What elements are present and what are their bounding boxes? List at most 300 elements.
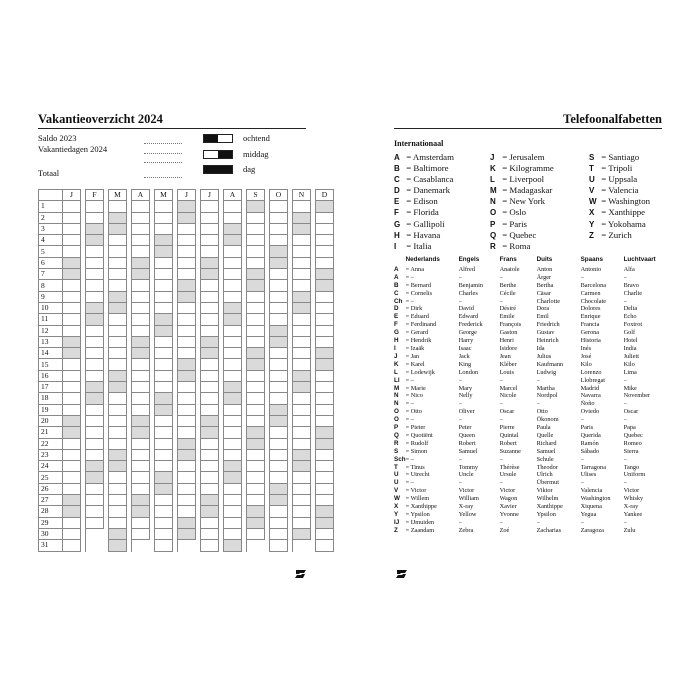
day-cell[interactable]	[293, 427, 311, 438]
day-cell[interactable]	[270, 382, 288, 393]
day-cell[interactable]	[63, 517, 81, 528]
day-cell[interactable]	[201, 359, 219, 370]
day-cell[interactable]	[132, 235, 150, 246]
day-cell[interactable]	[270, 280, 288, 291]
day-cell[interactable]	[293, 314, 311, 325]
day-cell[interactable]	[316, 235, 334, 246]
day-cell[interactable]	[155, 291, 173, 302]
day-cell[interactable]	[293, 223, 311, 234]
day-cell[interactable]	[178, 336, 196, 347]
day-cell[interactable]	[178, 472, 196, 483]
day-cell[interactable]	[201, 472, 219, 483]
day-cell[interactable]	[109, 212, 127, 223]
day-cell[interactable]	[109, 348, 127, 359]
day-cell[interactable]	[155, 280, 173, 291]
day-cell[interactable]	[63, 359, 81, 370]
day-cell[interactable]	[247, 212, 265, 223]
day-cell[interactable]	[132, 528, 150, 539]
day-cell[interactable]	[224, 314, 242, 325]
day-cell[interactable]	[270, 415, 288, 426]
day-cell[interactable]	[109, 269, 127, 280]
day-cell[interactable]	[155, 449, 173, 460]
day-cell[interactable]	[270, 359, 288, 370]
day-cell[interactable]	[63, 472, 81, 483]
day-cell[interactable]	[224, 235, 242, 246]
day-cell[interactable]	[247, 449, 265, 460]
day-cell[interactable]	[178, 438, 196, 449]
day-cell[interactable]	[201, 415, 219, 426]
day-cell[interactable]	[178, 201, 196, 212]
day-cell[interactable]	[247, 302, 265, 313]
day-cell[interactable]	[293, 280, 311, 291]
day-cell[interactable]	[109, 404, 127, 415]
day-cell[interactable]	[178, 246, 196, 257]
day-cell[interactable]	[293, 269, 311, 280]
day-cell[interactable]	[178, 449, 196, 460]
day-cell[interactable]	[132, 393, 150, 404]
day-cell[interactable]	[132, 449, 150, 460]
day-cell[interactable]	[63, 336, 81, 347]
day-cell[interactable]	[86, 517, 104, 528]
day-cell[interactable]	[86, 235, 104, 246]
day-cell[interactable]	[86, 212, 104, 223]
day-cell[interactable]	[109, 438, 127, 449]
day-cell[interactable]	[132, 472, 150, 483]
day-cell[interactable]	[201, 506, 219, 517]
day-cell[interactable]	[109, 223, 127, 234]
day-cell[interactable]	[224, 472, 242, 483]
day-cell[interactable]	[109, 201, 127, 212]
day-cell[interactable]	[316, 393, 334, 404]
day-cell[interactable]	[86, 269, 104, 280]
day-cell[interactable]	[63, 223, 81, 234]
day-cell[interactable]	[270, 201, 288, 212]
day-cell[interactable]	[178, 359, 196, 370]
day-cell[interactable]	[270, 461, 288, 472]
day-cell[interactable]	[132, 461, 150, 472]
day-cell[interactable]	[155, 370, 173, 381]
day-cell[interactable]	[316, 370, 334, 381]
day-cell[interactable]	[63, 269, 81, 280]
day-cell[interactable]	[63, 280, 81, 291]
day-cell[interactable]	[247, 506, 265, 517]
day-cell[interactable]	[109, 235, 127, 246]
day-cell[interactable]	[155, 528, 173, 539]
day-cell[interactable]	[86, 325, 104, 336]
day-cell[interactable]	[201, 449, 219, 460]
day-cell[interactable]	[270, 325, 288, 336]
day-cell[interactable]	[247, 393, 265, 404]
day-cell[interactable]	[316, 302, 334, 313]
day-cell[interactable]	[316, 438, 334, 449]
day-cell[interactable]	[178, 280, 196, 291]
day-cell[interactable]	[155, 359, 173, 370]
day-cell[interactable]	[224, 449, 242, 460]
day-cell[interactable]	[316, 495, 334, 506]
day-cell[interactable]	[155, 393, 173, 404]
day-cell[interactable]	[316, 483, 334, 494]
day-cell[interactable]	[316, 472, 334, 483]
day-cell[interactable]	[178, 393, 196, 404]
day-cell[interactable]	[247, 359, 265, 370]
day-cell[interactable]	[132, 427, 150, 438]
day-cell[interactable]	[293, 415, 311, 426]
day-cell[interactable]	[201, 393, 219, 404]
day-cell[interactable]	[316, 540, 334, 551]
day-cell[interactable]	[247, 461, 265, 472]
day-cell[interactable]	[247, 269, 265, 280]
day-cell[interactable]	[155, 336, 173, 347]
day-cell[interactable]	[224, 325, 242, 336]
day-cell[interactable]	[63, 427, 81, 438]
day-cell[interactable]	[293, 461, 311, 472]
day-cell[interactable]	[201, 269, 219, 280]
day-cell[interactable]	[86, 201, 104, 212]
day-cell[interactable]	[132, 291, 150, 302]
day-cell[interactable]	[132, 382, 150, 393]
day-cell[interactable]	[86, 291, 104, 302]
day-cell[interactable]	[132, 314, 150, 325]
day-cell[interactable]	[224, 393, 242, 404]
day-cell[interactable]	[63, 201, 81, 212]
day-cell[interactable]	[63, 291, 81, 302]
day-cell[interactable]	[178, 257, 196, 268]
day-cell[interactable]	[155, 461, 173, 472]
day-cell[interactable]	[109, 415, 127, 426]
day-cell[interactable]	[224, 223, 242, 234]
day-cell[interactable]	[293, 302, 311, 313]
day-cell[interactable]	[86, 348, 104, 359]
day-cell[interactable]	[270, 495, 288, 506]
day-cell[interactable]	[247, 404, 265, 415]
day-cell[interactable]	[224, 461, 242, 472]
day-cell[interactable]	[293, 212, 311, 223]
day-cell[interactable]	[270, 348, 288, 359]
day-cell[interactable]	[293, 336, 311, 347]
day-cell[interactable]	[86, 393, 104, 404]
day-cell[interactable]	[109, 472, 127, 483]
day-cell[interactable]	[155, 483, 173, 494]
day-cell[interactable]	[201, 461, 219, 472]
day-cell[interactable]	[201, 348, 219, 359]
day-cell[interactable]	[109, 382, 127, 393]
day-cell[interactable]	[293, 325, 311, 336]
day-cell[interactable]	[178, 235, 196, 246]
day-cell[interactable]	[132, 506, 150, 517]
day-cell[interactable]	[316, 336, 334, 347]
day-cell[interactable]	[201, 495, 219, 506]
day-cell[interactable]	[293, 291, 311, 302]
day-cell[interactable]	[109, 291, 127, 302]
day-cell[interactable]	[316, 257, 334, 268]
day-cell[interactable]	[247, 280, 265, 291]
day-cell[interactable]	[109, 336, 127, 347]
day-cell[interactable]	[201, 483, 219, 494]
day-cell[interactable]	[293, 495, 311, 506]
day-cell[interactable]	[155, 540, 173, 551]
day-cell[interactable]	[270, 235, 288, 246]
day-cell[interactable]	[63, 393, 81, 404]
day-cell[interactable]	[178, 291, 196, 302]
day-cell[interactable]	[86, 257, 104, 268]
day-cell[interactable]	[270, 449, 288, 460]
day-cell[interactable]	[270, 540, 288, 551]
day-cell[interactable]	[86, 415, 104, 426]
day-cell[interactable]	[63, 348, 81, 359]
day-cell[interactable]	[63, 382, 81, 393]
day-cell[interactable]	[224, 415, 242, 426]
day-cell[interactable]	[224, 302, 242, 313]
day-cell[interactable]	[178, 404, 196, 415]
day-cell[interactable]	[178, 506, 196, 517]
day-cell[interactable]	[86, 404, 104, 415]
day-cell[interactable]	[63, 483, 81, 494]
day-cell[interactable]	[247, 291, 265, 302]
day-cell[interactable]	[132, 336, 150, 347]
day-cell[interactable]	[86, 427, 104, 438]
day-cell[interactable]	[293, 506, 311, 517]
day-cell[interactable]	[224, 291, 242, 302]
day-cell[interactable]	[224, 348, 242, 359]
day-cell[interactable]	[224, 269, 242, 280]
day-cell[interactable]	[109, 495, 127, 506]
day-cell[interactable]	[201, 246, 219, 257]
day-cell[interactable]	[293, 449, 311, 460]
day-cell[interactable]	[201, 314, 219, 325]
day-cell[interactable]	[109, 280, 127, 291]
day-cell[interactable]	[293, 257, 311, 268]
day-cell[interactable]	[201, 517, 219, 528]
day-cell[interactable]	[178, 415, 196, 426]
day-cell[interactable]	[316, 382, 334, 393]
day-cell[interactable]	[109, 506, 127, 517]
day-cell[interactable]	[224, 517, 242, 528]
day-cell[interactable]	[224, 359, 242, 370]
day-cell[interactable]	[247, 201, 265, 212]
day-cell[interactable]	[155, 325, 173, 336]
day-cell[interactable]	[224, 370, 242, 381]
day-cell[interactable]	[201, 427, 219, 438]
day-cell[interactable]	[293, 348, 311, 359]
day-cell[interactable]	[224, 246, 242, 257]
day-cell[interactable]	[270, 427, 288, 438]
day-cell[interactable]	[132, 483, 150, 494]
day-cell[interactable]	[155, 302, 173, 313]
day-cell[interactable]	[86, 246, 104, 257]
day-cell[interactable]	[86, 506, 104, 517]
day-cell[interactable]	[316, 325, 334, 336]
day-cell[interactable]	[63, 495, 81, 506]
day-cell[interactable]	[224, 404, 242, 415]
day-cell[interactable]	[109, 370, 127, 381]
day-cell[interactable]	[132, 302, 150, 313]
day-cell[interactable]	[178, 223, 196, 234]
day-cell[interactable]	[86, 472, 104, 483]
day-cell[interactable]	[270, 506, 288, 517]
day-cell[interactable]	[132, 269, 150, 280]
day-cell[interactable]	[86, 280, 104, 291]
day-cell[interactable]	[247, 438, 265, 449]
day-cell[interactable]	[224, 257, 242, 268]
day-cell[interactable]	[247, 472, 265, 483]
day-cell[interactable]	[316, 449, 334, 460]
day-cell[interactable]	[63, 449, 81, 460]
day-cell[interactable]	[316, 201, 334, 212]
day-cell[interactable]	[155, 348, 173, 359]
day-cell[interactable]	[247, 257, 265, 268]
day-cell[interactable]	[86, 382, 104, 393]
day-cell[interactable]	[109, 449, 127, 460]
day-cell[interactable]	[155, 235, 173, 246]
day-cell[interactable]	[247, 517, 265, 528]
day-cell[interactable]	[201, 382, 219, 393]
day-cell[interactable]	[224, 540, 242, 551]
day-cell[interactable]	[132, 404, 150, 415]
day-cell[interactable]	[63, 257, 81, 268]
day-cell[interactable]	[224, 506, 242, 517]
day-cell[interactable]	[86, 359, 104, 370]
day-cell[interactable]	[63, 404, 81, 415]
day-cell[interactable]	[224, 201, 242, 212]
day-cell[interactable]	[316, 348, 334, 359]
day-cell[interactable]	[155, 382, 173, 393]
day-cell[interactable]	[132, 517, 150, 528]
day-cell[interactable]	[270, 314, 288, 325]
day-cell[interactable]	[63, 370, 81, 381]
day-cell[interactable]	[247, 336, 265, 347]
day-cell[interactable]	[155, 223, 173, 234]
day-cell[interactable]	[224, 212, 242, 223]
day-cell[interactable]	[316, 528, 334, 539]
day-cell[interactable]	[63, 314, 81, 325]
day-cell[interactable]	[270, 483, 288, 494]
day-cell[interactable]	[247, 415, 265, 426]
day-cell[interactable]	[247, 495, 265, 506]
day-cell[interactable]	[316, 517, 334, 528]
day-cell[interactable]	[155, 517, 173, 528]
day-cell[interactable]	[109, 427, 127, 438]
day-cell[interactable]	[293, 528, 311, 539]
day-cell[interactable]	[86, 483, 104, 494]
day-cell[interactable]	[155, 269, 173, 280]
day-cell[interactable]	[63, 528, 81, 539]
day-cell[interactable]	[201, 280, 219, 291]
day-cell[interactable]	[270, 223, 288, 234]
day-cell[interactable]	[316, 461, 334, 472]
day-cell[interactable]	[178, 302, 196, 313]
day-cell[interactable]	[224, 427, 242, 438]
day-cell[interactable]	[132, 246, 150, 257]
day-cell[interactable]	[293, 438, 311, 449]
day-cell[interactable]	[86, 223, 104, 234]
day-cell[interactable]	[316, 314, 334, 325]
day-cell[interactable]	[224, 280, 242, 291]
day-cell[interactable]	[63, 415, 81, 426]
day-cell[interactable]	[270, 302, 288, 313]
day-cell[interactable]	[63, 302, 81, 313]
day-cell[interactable]	[155, 495, 173, 506]
day-cell[interactable]	[86, 438, 104, 449]
day-cell[interactable]	[109, 257, 127, 268]
day-cell[interactable]	[247, 235, 265, 246]
day-cell[interactable]	[270, 472, 288, 483]
day-cell[interactable]	[201, 302, 219, 313]
day-cell[interactable]	[63, 540, 81, 551]
day-cell[interactable]	[270, 393, 288, 404]
day-cell[interactable]	[293, 393, 311, 404]
day-cell[interactable]	[178, 528, 196, 539]
day-cell[interactable]	[316, 427, 334, 438]
day-cell[interactable]	[109, 302, 127, 313]
day-cell[interactable]	[293, 235, 311, 246]
day-cell[interactable]	[86, 314, 104, 325]
day-cell[interactable]	[247, 528, 265, 539]
day-cell[interactable]	[201, 528, 219, 539]
day-cell[interactable]	[155, 404, 173, 415]
day-cell[interactable]	[247, 246, 265, 257]
day-cell[interactable]	[224, 336, 242, 347]
day-cell[interactable]	[109, 540, 127, 551]
day-cell[interactable]	[132, 223, 150, 234]
day-cell[interactable]	[132, 257, 150, 268]
day-cell[interactable]	[247, 348, 265, 359]
day-cell[interactable]	[247, 370, 265, 381]
day-cell[interactable]	[132, 325, 150, 336]
day-cell[interactable]	[316, 212, 334, 223]
day-cell[interactable]	[178, 427, 196, 438]
day-cell[interactable]	[178, 269, 196, 280]
day-cell[interactable]	[109, 461, 127, 472]
day-cell[interactable]	[316, 359, 334, 370]
day-cell[interactable]	[63, 235, 81, 246]
day-cell[interactable]	[178, 495, 196, 506]
day-cell[interactable]	[178, 370, 196, 381]
day-cell[interactable]	[293, 517, 311, 528]
day-cell[interactable]	[270, 246, 288, 257]
day-cell[interactable]	[293, 404, 311, 415]
day-cell[interactable]	[247, 483, 265, 494]
day-cell[interactable]	[109, 517, 127, 528]
day-cell[interactable]	[178, 325, 196, 336]
day-cell[interactable]	[316, 269, 334, 280]
day-cell[interactable]	[86, 495, 104, 506]
day-cell[interactable]	[201, 325, 219, 336]
day-cell[interactable]	[132, 438, 150, 449]
day-cell[interactable]	[178, 517, 196, 528]
day-cell[interactable]	[109, 325, 127, 336]
day-cell[interactable]	[270, 257, 288, 268]
day-cell[interactable]	[132, 348, 150, 359]
day-cell[interactable]	[86, 461, 104, 472]
day-cell[interactable]	[178, 212, 196, 223]
day-cell[interactable]	[316, 223, 334, 234]
day-cell[interactable]	[247, 223, 265, 234]
day-cell[interactable]	[270, 528, 288, 539]
day-cell[interactable]	[63, 506, 81, 517]
day-cell[interactable]	[201, 257, 219, 268]
day-cell[interactable]	[178, 348, 196, 359]
day-cell[interactable]	[132, 495, 150, 506]
day-cell[interactable]	[109, 393, 127, 404]
day-cell[interactable]	[316, 280, 334, 291]
day-cell[interactable]	[109, 359, 127, 370]
day-cell[interactable]	[270, 370, 288, 381]
day-cell[interactable]	[86, 370, 104, 381]
day-cell[interactable]	[132, 359, 150, 370]
day-cell[interactable]	[155, 415, 173, 426]
day-cell[interactable]	[316, 415, 334, 426]
day-cell[interactable]	[270, 291, 288, 302]
